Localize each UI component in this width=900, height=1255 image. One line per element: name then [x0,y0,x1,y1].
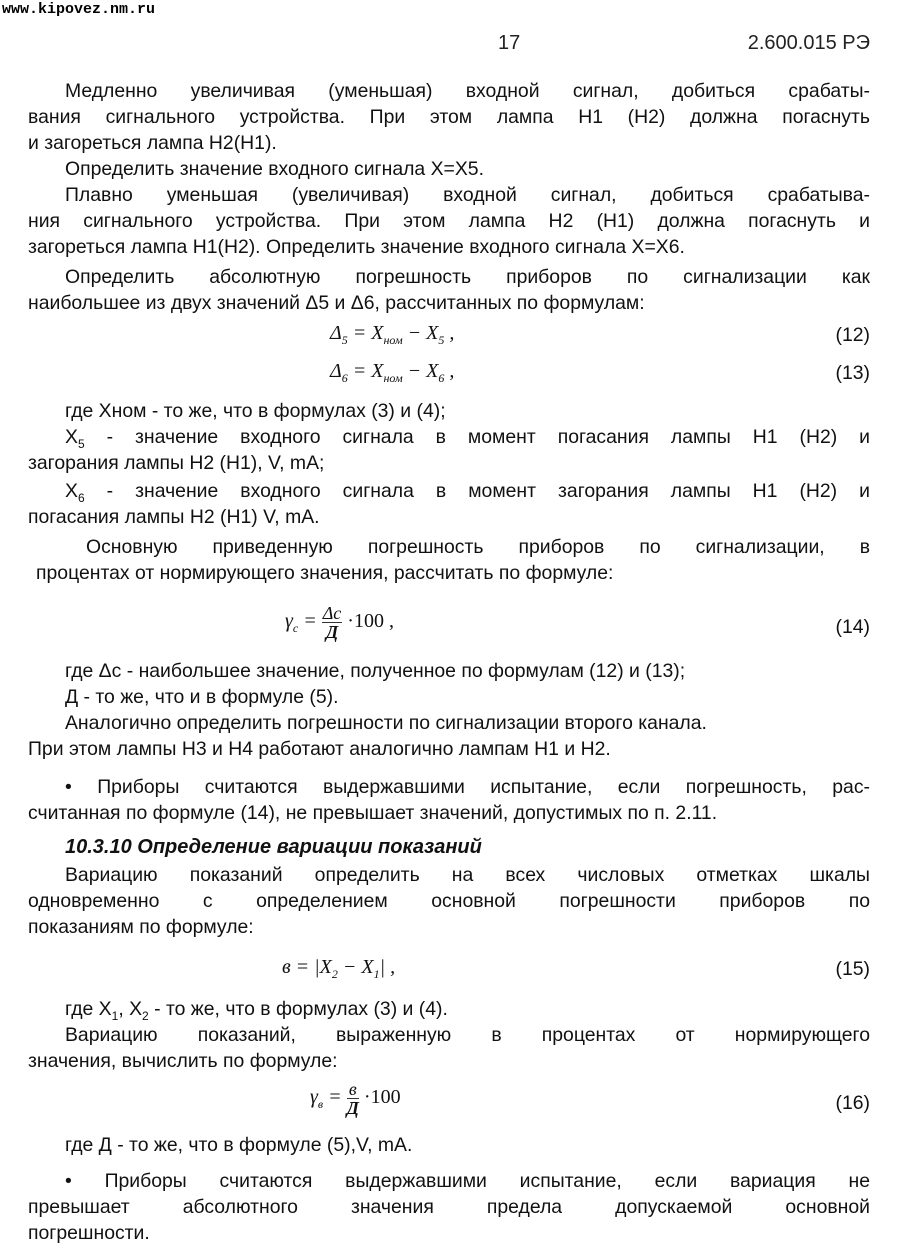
section-heading: 10.3.10 Определение вариации показаний [65,836,482,858]
text-line: где $Х_1$, $Х_2$ - то же, что в формулах (3) и (4). [65,998,448,1023]
site-url: www.kipovez.nm.ru [2,1,156,18]
formula-number: (16) [835,1092,870,1114]
text-line: одновременно с определением основной погрешности приборов по [28,890,870,912]
text-line: • Приборы считаются выдержавшими испытание, если погрешность, рас- [65,776,870,798]
formula-number: (12) [835,324,870,346]
text-line: Определить значение входного сигнала Х=Х5. [65,158,484,180]
formula-number: (15) [835,958,870,980]
formula-15: $в = |X_2 - X_1|$ , [282,956,396,981]
text-line: Вариацию показаний, выраженную в процентах от нормирующего [65,1024,870,1046]
document-code: 2.600.015 РЭ [747,32,870,54]
text-line: процентах от нормирующего значения, рассчитать по формуле: [36,562,614,584]
text-line: Медленно увеличивая (уменьшая) входной сигнал, добиться срабаты- [65,80,870,102]
text-line: превышает абсолютного значения предела допускаемой основной [28,1196,870,1218]
text-line: Основную приведенную погрешность приборов по сигнализации, в [86,536,870,558]
text-line: Аналогично определить погрешности по сигнализации второго канала. [65,712,707,734]
text-line: • Приборы считаются выдержавшими испытание, если вариация не [65,1170,870,1192]
formula-number: (13) [835,362,870,384]
text-line: Определить абсолютную погрешность приборов по сигнализации как [65,266,870,288]
text-line: Д - то же, что и в формуле (5). [65,686,339,708]
text-line: ния сигнального устройства. При этом лампа Н2 (Н1) должна погаснуть и [28,210,870,232]
text-line: где Д - то же, что в формуле (5),V, mA. [65,1134,413,1156]
formula-13: $\Delta_6 = X_{ном} - X_6$ , [330,360,455,385]
text-line: $Х_6$ - значение входного сигнала в момент загорания лампы Н1 (Н2) и [65,480,870,505]
text-line: значения, вычислить по формуле: [28,1050,338,1072]
text-line: Вариацию показаний определить на всех числовых отметках шкалы [65,864,870,886]
formula-14: $\gamma_с$ = $\frac{\Delta с}{Д}$ ·100 , [285,603,394,642]
formula-12: $\Delta_5 = X_{ном} - X_5$ , [330,322,455,347]
text-line: вания сигнального устройства. При этом лампа Н1 (Н2) должна погаснуть [28,106,870,128]
formula-16: $\gamma_в$ = $\frac{в}{Д}$ ·100 [310,1079,401,1118]
formula-number: (14) [835,616,870,638]
text-line: считанная по формуле (14), не превышает значений, допустимых по п. 2.11. [28,802,718,824]
text-line: $Х_5$ - значение входного сигнала в момент погасания лампы Н1 (Н2) и [65,426,870,451]
text-line: где Хном - то же, что в формулах (3) и (4); [65,400,446,422]
text-line: показаниям по формуле: [28,916,254,938]
text-line: где Δс - наибольшее значение, полученное по формулам (12) и (13); [65,660,686,682]
text-line: погрешности. [28,1222,150,1244]
text-line: наибольшее из двух значений Δ5 и Δ6, рассчитанных по формулам: [28,292,645,314]
page-number: 17 [498,32,521,54]
text-line: Плавно уменьшая (увеличивая) входной сигнал, добиться срабатыва- [65,184,870,206]
text-line: погасания лампы Н2 (Н1) V, mA. [28,506,320,528]
text-line: и загореться лампа Н2(Н1). [28,132,277,154]
text-line: загореться лампа Н1(Н2). Определить значение входного сигнала Х=Х6. [28,236,685,258]
text-line: загорания лампы Н2 (Н1), V, mA; [28,452,325,474]
text-line: При этом лампы Н3 и Н4 работают аналогично лампам Н1 и Н2. [28,738,611,760]
